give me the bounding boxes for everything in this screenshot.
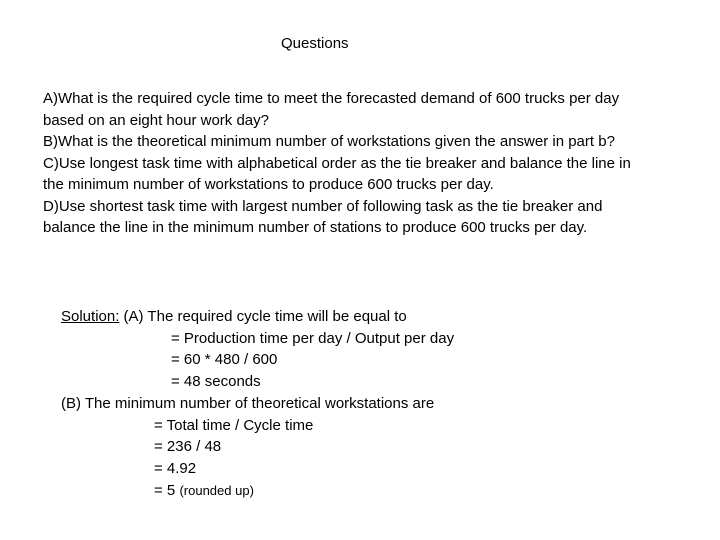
question-line: balance the line in the minimum number of stations to produce 600 trucks per day. — [43, 219, 588, 236]
question-line: the minimum number of workstations to produce 600 trucks per day. — [43, 176, 494, 193]
solution-b-step: = 236 / 48 — [154, 438, 222, 456]
solution-b-step: = 4.92 — [154, 459, 197, 477]
solution-a-step: = Production time per day / Output per day — [171, 329, 455, 347]
solution-label: Solution: — [61, 308, 120, 325]
solution-block — [61, 306, 681, 501]
question-line: D)Use shortest task time with largest number of following task as the tie breaker and — [43, 197, 603, 215]
question-line: based on an eight hour work day? — [43, 111, 269, 129]
questions-block — [43, 88, 703, 239]
solution-a-step: = 48 seconds — [171, 373, 261, 391]
solution-a-intro: (A) The required cycle time will be equal to — [119, 308, 407, 325]
question-line: B)What is the theoretical minimum number of workstations given the answer in part b? — [43, 133, 615, 150]
slide-title: Questions — [281, 35, 349, 52]
solution-b-final-line — [61, 480, 681, 502]
solution-b-final: = 5 — [154, 481, 176, 499]
solution-a-intro-line — [61, 306, 681, 328]
question-line: A)What is the required cycle time to meet the forecasted demand of 600 trucks per day — [43, 90, 620, 107]
solution-b-step: = Total time / Cycle time — [154, 416, 314, 434]
solution-b-intro: (B) The minimum number of theoretical workstations are — [61, 394, 435, 412]
solution-b-final-note: (rounded up) — [179, 482, 254, 498]
solution-a-step: = 60 * 480 / 600 — [171, 351, 278, 369]
question-line: C)Use longest task time with alphabetical order as the tie breaker and balance the line in — [43, 154, 631, 172]
